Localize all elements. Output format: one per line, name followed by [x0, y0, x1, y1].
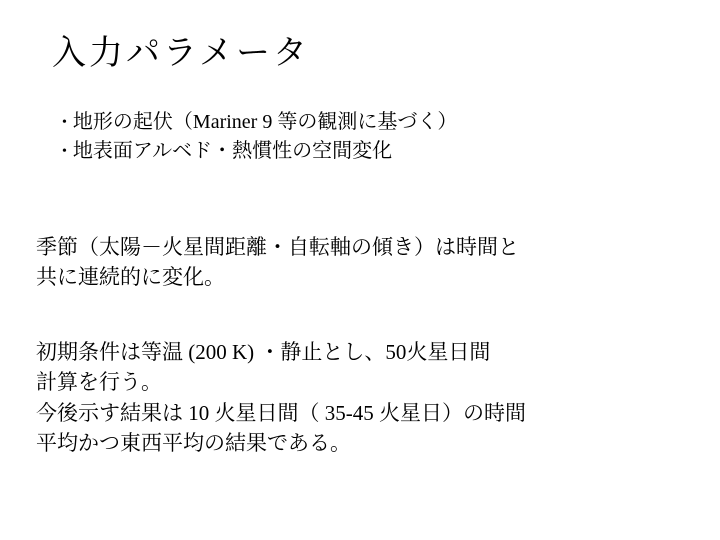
- paragraph-season: [36, 232, 696, 293]
- bullet-marker-icon: •: [62, 115, 67, 130]
- paragraph-line: 初期条件は等温 (200 K) ・静止とし、50火星日間: [36, 340, 491, 364]
- paragraph-line: 季節（太陽－火星間距離・自転軸の傾き）は時間と: [36, 235, 519, 259]
- bullet-marker-icon: •: [62, 144, 67, 159]
- paragraph-initial-conditions: [36, 337, 696, 459]
- page-title: 入力パラメータ: [52, 35, 310, 72]
- list-item: [62, 108, 457, 137]
- list-item: [62, 137, 457, 166]
- list-item-label: 地形の起伏（Mariner 9 等の観測に基づく）: [72, 111, 458, 133]
- paragraph-line: 平均かつ東西平均の結果である。: [36, 431, 351, 456]
- bullet-list: [62, 108, 457, 166]
- paragraph-line: 共に連続的に変化。: [36, 265, 225, 290]
- paragraph-line: 今後示す結果は 10 火星日間（ 35-45 火星日）の時間: [36, 400, 526, 425]
- paragraph-line: 計算を行う。: [36, 370, 162, 395]
- list-item-label: 地表面アルベド・熱慣性の空間変化: [72, 140, 393, 162]
